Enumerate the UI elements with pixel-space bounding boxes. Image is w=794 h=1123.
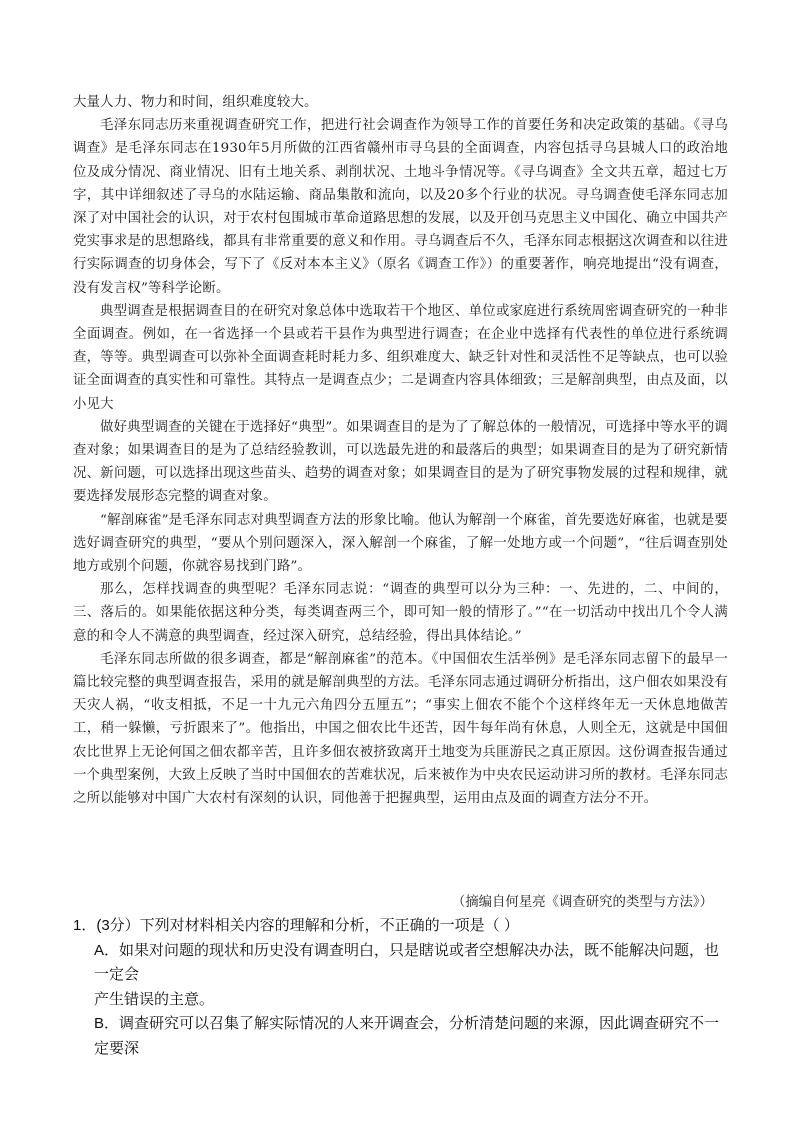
question-stem: 1．(3分）下列对材料相关内容的理解和分析，不正确的一项是（ ） — [73, 917, 519, 934]
option-b[interactable]: B．调查研究可以召集了解实际情况的人来开调查会，分析清楚问题的来源，因此调查研究不一定要深 — [94, 1015, 720, 1057]
option-a[interactable]: A．如果对问题的现状和历史没有调查明白，只是瞎说或者空想解决办法，既不能解决问题，也一定会 — [94, 941, 720, 983]
passage-paragraph: 那么，怎样找调查的典型呢？毛泽东同志说：“调查的典型可以分为三种：一、先进的，二、中间的，三、落后的。如果能依据这种分类，每类调查两三个，即可知一般的情形了。”“在一切活动中找出几个令人满意的和令人不满意的典型调查，经过深入研究，总结经验，得出具体结论。” — [73, 582, 728, 644]
passage-paragraph: “解剖麻雀”是毛泽东同志对典型调查方法的形象比喻。他认为解剖一个麻雀，首先要选好麻雀，也就是要选好调查研究的典型，“要从个别问题深入，深入解剖一个麻雀，了解一处地方或一个问题”，“往后调查别处地方或别个问题，你就容易找到门路”。 — [73, 512, 728, 575]
passage-paragraph: 大量人力、物力和时间，组织难度较大。 — [73, 95, 318, 110]
passage-paragraph: 做好典型调查的关键在于选择好“典型”。如果调查目的是为了了解总体的一般情况，可选择中等水平的调查对象；如果调查目的是为了总结经验教训，可以选最先进的和最落后的典型；如果调查目的是为了研究新情况、新问题，可以选择出现这些苗头、趋势的调查对象；如果调查目的是为了研究事物发展的过程和规律，就要选择发展形态完整的调查对象。 — [73, 419, 728, 505]
reading-passage — [73, 91, 728, 810]
passage-paragraph: 毛泽东同志所做的很多调查，都是“解剖麻雀”的范本。《中国佃农生活举例》是毛泽东同志留下的最早一篇比较完整的典型调查报告，采用的就是解剖典型的方法。毛泽东同志通过调研分析指出，这户佃农如果没有天灾人祸，“收支相抵，不足一十九元六角四分五厘五”；“事实上佃农不能个个这样终年无一天休息地做苦工，稍一躲懒，亏折跟来了”。他指出，中国之佃农比牛还苦，因牛每年尚有休息，人则全无，这就是中国佃农比世界上无论何国之佃农都辛苦，且许多佃农被挤致离开土地变为兵匪游民之真正原因。这份调查报告通过一个典型案例，大致上反映了当时中国佃农的苦难状况，后来被作为中央农民运动讲习所的教材。毛泽东同志之所以能够对中国广大农村有深刻的认识，同他善于把握典型，运用由点及面的调查方法分不开。 — [73, 651, 728, 807]
passage-paragraph: 典型调查是根据调查目的在研究对象总体中选取若干个地区、单位或家庭进行系统周密调查研究的一种非全面调查。例如，在一省选择一个县或若干县作为典型进行调查；在企业中选择有代表性的单位进行系统调查，等等。典型调查可以弥补全面调查耗时耗力多、组织难度大、缺乏针对性和灵活性不足等缺点，也可以验证全面调查的真实性和可靠性。其特点一是调查点少；二是调查内容具体细致；三是解剖典型，由点及面，以小见大 — [73, 303, 728, 412]
source-citation: （摘编自何星亮《调查研究的类型与方法》） — [451, 895, 713, 910]
option-a-continuation: 产生错误的主意。 — [94, 990, 215, 1008]
question-1 — [73, 914, 733, 1061]
passage-paragraph: 毛泽东同志历来重视调查研究工作，把进行社会调查作为领导工作的首要任务和决定政策的基础。《寻乌调查》是毛泽东同志在1930年5月所做的江西省赣州市寻乌县的全面调查，内容包括寻乌县城人口的政治地位及成分情况、商业情况、旧有土地关系、剥削状况、土地斗争情况等。《寻乌调查》全文共五章，超过七万字，其中详细叙述了寻乌的水陆运输、商品集散和流向，以及20多个行业的状况。寻乌调查使毛泽东同志加深了对中国社会的认识，对于农村包围城市革命道路思想的发展，以及开创马克思主义中国化、确立中国共产党实事求是的思想路线，都具有非常重要的意义和作用。寻乌调查后不久，毛泽东同志根据这次调查和以往进行实际调查的切身体会，写下了《反对本本主义》（原名《调查工作》）的重要著作，响亮地提出“没有调查，没有发言权”等科学论断。 — [73, 118, 728, 296]
